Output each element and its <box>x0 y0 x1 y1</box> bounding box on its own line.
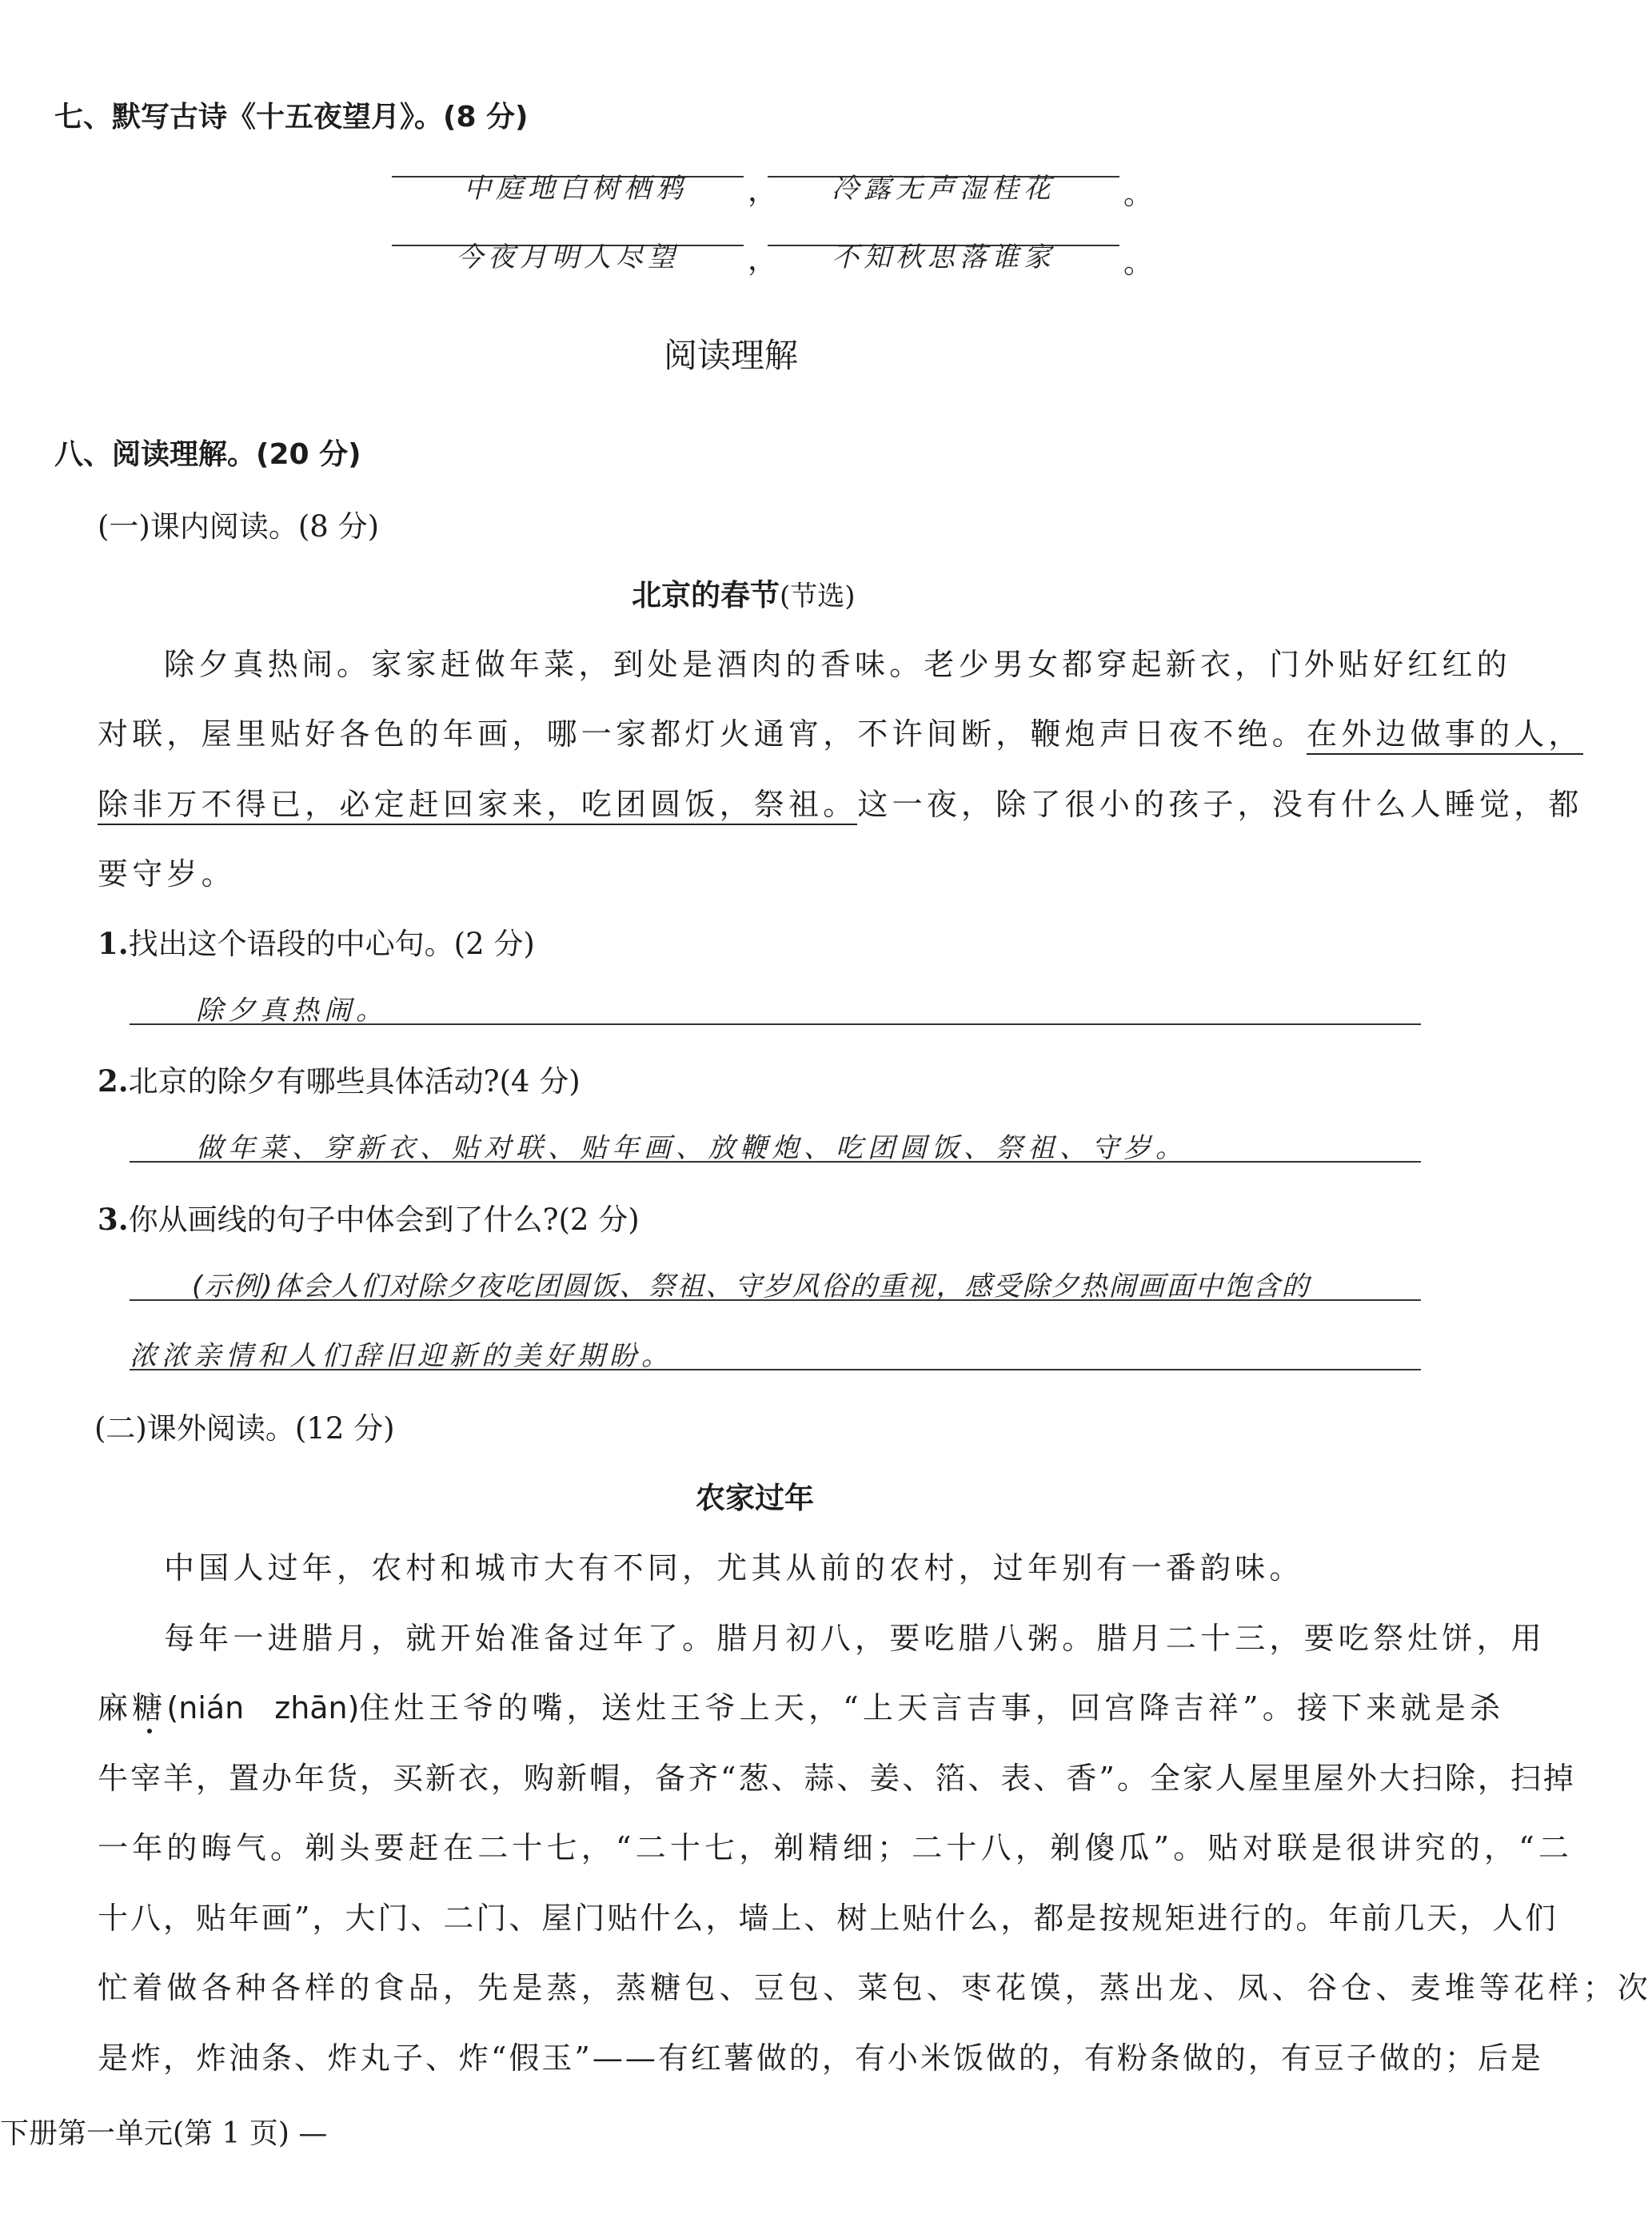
question-3-text: 你从画线的句子中体会到了什么?(2 分) <box>128 1203 640 1237</box>
poem-period-2: 。 <box>1123 245 1153 280</box>
line-2-start: 麻 <box>98 1690 133 1725</box>
q7-heading: 七、默写古诗《十五夜望月》。(8 分) <box>54 101 529 134</box>
article1-title-text: 北京的春节 <box>632 578 780 612</box>
answer-3-line-1: (示例)体会人们对除夕夜吃团圆饭、祭祖、守岁风俗的重视，感受除夕热闹画面中饱含的 <box>192 1271 1311 1302</box>
answer-2: 做年菜、穿新衣、贴对联、贴年画、放鞭炮、吃团圆饭、祭祖、守岁。 <box>196 1132 1187 1164</box>
q8-heading: 八、阅读理解。(20 分) <box>54 438 361 471</box>
article2-line-3: 牛宰羊，置办年货，买新衣，购新帽，备齐“葱、蒜、姜、箔、表、香”。全家人屋里屋外大扫除，扫掉 <box>98 1761 1576 1796</box>
section-title: 阅读理解 <box>664 336 799 375</box>
question-1-number: 1. <box>98 926 129 961</box>
underlined-sentence-part-1: 在外边做事的人， <box>1307 716 1583 755</box>
article1-line-4: 要守岁。 <box>98 856 236 892</box>
article2-para-1: 中国人过年，农村和城市大有不同，尤其从前的农村，过年别有一番韵味。 <box>164 1550 1304 1586</box>
article1-title <box>632 571 856 614</box>
question-2-number: 2. <box>98 1063 129 1099</box>
question-2-text: 北京的除夕有哪些具体活动?(4 分) <box>128 1064 581 1099</box>
underlined-sentence-part-2: 除非万不得已，必定赶回家来，吃团圆饭，祭祖。 <box>98 787 857 825</box>
dotted-character: 糖 <box>132 1690 167 1725</box>
question-2 <box>98 1057 581 1100</box>
line-2-rest: 住灶王爷的嘴，送灶王爷上天，“上天言吉事，回宫降吉祥”。接下来就是杀 <box>359 1690 1505 1725</box>
poem-comma-2: ， <box>748 242 777 277</box>
poem-answer-1a: 中庭地白树栖鸦 <box>464 173 688 205</box>
article2-title: 农家过年 <box>696 1481 814 1515</box>
article1-line-3 <box>98 780 1583 824</box>
article2-line-4: 一年的晦气。剃头要赶在二十七，“二十七，剃精细；二十八，剃傻瓜”。贴对联是很讲究的，“二 <box>98 1830 1574 1865</box>
poem-answer-2b: 不知秋思落谁家 <box>832 241 1055 273</box>
part1-label: (一)课内阅读。(8 分) <box>98 509 380 544</box>
article2-line-6: 忙着做各种各样的食品，先是蒸，蒸糖包、豆包、菜包、枣花馍，蒸出龙、凤、谷仓、麦堆等花样；次 <box>98 1970 1652 2005</box>
pinyin-annotation: (nián zhān) <box>166 1690 360 1725</box>
question-3 <box>98 1195 640 1239</box>
article2-line-5: 十八，贴年画”，大门、二门、屋门贴什么，墙上、树上贴什么，都是按规矩进行的。年前几天，人们 <box>98 1901 1558 1936</box>
question-3-number: 3. <box>98 1202 129 1237</box>
question-1 <box>98 920 535 963</box>
poem-period-1: 。 <box>1123 177 1153 211</box>
poem-answer-1b: 冷露无声湿桂花 <box>832 173 1055 205</box>
answer-1: 除夕真热闹。 <box>196 995 388 1027</box>
poem-answer-2a: 今夜月明人尽望 <box>456 241 680 273</box>
article2-line-7: 是炸，炸油条、炸丸子、炸“假玉”——有红薯做的，有小米饭做的，有粉条做的，有豆子做的；后是 <box>98 2040 1543 2076</box>
article2-line-1: 每年一进腊月，就开始准备过年了。腊月初八，要吃腊八粥。腊月二十三，要吃祭灶饼，用 <box>164 1621 1546 1656</box>
poem-comma-1: ， <box>748 174 777 208</box>
page-footer: 下册第一单元(第 1 页) — <box>0 2117 328 2150</box>
article1-line-2-text: 对联，屋里贴好各色的年画，哪一家都灯火通宵，不许间断，鞭炮声日夜不绝。 <box>98 716 1307 752</box>
article1-line-1: 除夕真热闹。家家赶做年菜，到处是酒肉的香味。老少男女都穿起新衣，门外贴好红红的 <box>164 647 1511 682</box>
article2-line-2 <box>98 1683 1504 1727</box>
answer-3-line-2: 浓浓亲情和人们辞旧迎新的美好期盼。 <box>130 1340 673 1372</box>
question-1-text: 找出这个语段的中心句。(2 分) <box>128 927 535 961</box>
article1-title-note: (节选) <box>780 580 856 612</box>
article1-line-2 <box>98 709 1583 753</box>
part2-label: (二)课外阅读。(12 分) <box>94 1411 395 1446</box>
article1-line-3-text: 这一夜，除了很小的孩子，没有什么人睡觉，都 <box>857 787 1583 822</box>
